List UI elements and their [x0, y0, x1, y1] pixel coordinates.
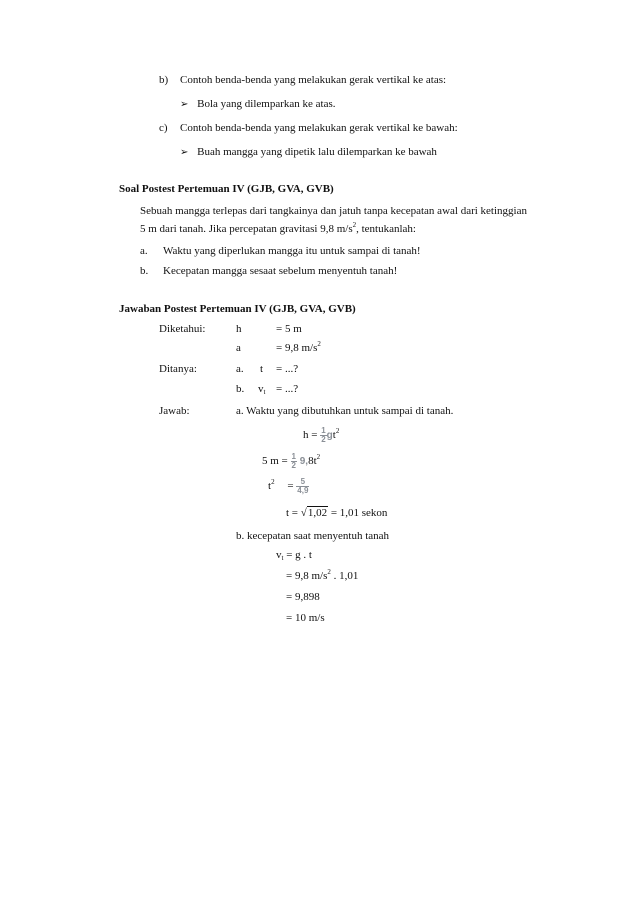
ditanya-label: Ditanya:: [159, 363, 197, 375]
item-b-text: Contoh benda-benda yang melakukan gerak vertikal ke atas:: [180, 74, 447, 86]
h-value: = 5 m: [276, 323, 302, 335]
ditanya-b-label: b.: [236, 383, 245, 395]
equation-6: = 9,8 $m/s^2$ . 1,01: [286, 568, 359, 582]
item-c-text: Contoh benda-benda yang melakukan gerak vertikal ke bawah:: [180, 122, 458, 134]
equation-7: = 9,898: [286, 591, 320, 603]
soal-item-b-label: b.: [140, 265, 149, 277]
equation-2: 5 m = $\frac{1}{2}$ $9,8t^2$: [262, 451, 321, 470]
jawab-label: Jawab:: [159, 405, 190, 417]
item-b-bullet-text: Bola yang dilemparkan ke atas.: [197, 98, 336, 110]
a-value: = 9,8 $m/s^2$: [276, 340, 321, 354]
item-c-bullet: [180, 145, 437, 160]
soal-line1: Sebuah mangga terlepas dari tangkainya dan jatuh tanpa kecepatan awal dari ketinggian: [140, 205, 527, 217]
ditanya-b-value: = ...?: [276, 383, 299, 395]
diketahui-label: Diketahui:: [159, 323, 206, 335]
item-c-bullet-text: Buah mangga yang dipetik lalu dilemparkan ke bawah: [197, 146, 437, 158]
ditanya-a-label: a.: [236, 363, 244, 375]
equation-4: t = √1,02 = 1,01 sekon: [286, 507, 388, 519]
equation-8: = 10 m/s: [286, 612, 325, 624]
sqrt-icon: √: [300, 507, 307, 519]
fraction-5-over-4-9: $\frac{5}{4,9}$: [297, 476, 309, 495]
ditanya-a-var: t: [260, 363, 264, 375]
item-b-bullet: [180, 97, 336, 112]
soal-item-a-text: Waktu yang diperlukan mangga itu untuk sampai di tanah!: [163, 245, 421, 257]
square-root: √1,02: [300, 507, 328, 519]
soal-heading: Soal Postest Pertemuan IV (GJB, GVA, GVB): [119, 183, 334, 195]
soal-line2: 5 m dari tanah. Jika percepatan gravitasi 9,8 $m/s^2$, tentukanlah:: [140, 221, 416, 235]
item-b-label: b): [159, 74, 169, 86]
arrow-bullet-icon: ➢: [180, 147, 189, 158]
part-b-heading: b. kecepatan saat menyentuh tanah: [236, 530, 390, 542]
ditanya-b-var: $v_t$: [258, 383, 266, 396]
item-c-label: c): [159, 122, 168, 134]
ditanya-a-value: = ...?: [276, 363, 299, 375]
equation-1: h = $\frac{1}{2}$ $gt^2$: [303, 425, 340, 444]
equation-3: $t^2$ = $\frac{5}{4,9}$: [268, 476, 309, 495]
jawaban-heading: Jawaban Postest Pertemuan IV (GJB, GVA, GVB): [119, 303, 356, 315]
h-var: h: [236, 323, 242, 335]
equation-5: $v_t = g$ . t: [276, 549, 312, 562]
soal-item-a-label: a.: [140, 245, 148, 257]
a-var: a: [236, 342, 241, 354]
part-a-heading: a. Waktu yang dibutuhkan untuk sampai di tanah.: [236, 405, 454, 417]
arrow-bullet-icon: ➢: [180, 99, 189, 110]
soal-item-b-text: Kecepatan mangga sesaat sebelum menyentuh tanah!: [163, 265, 398, 277]
fraction-half: $\frac{1}{2}$: [291, 451, 296, 470]
fraction-half: $\frac{1}{2}$: [321, 425, 326, 444]
